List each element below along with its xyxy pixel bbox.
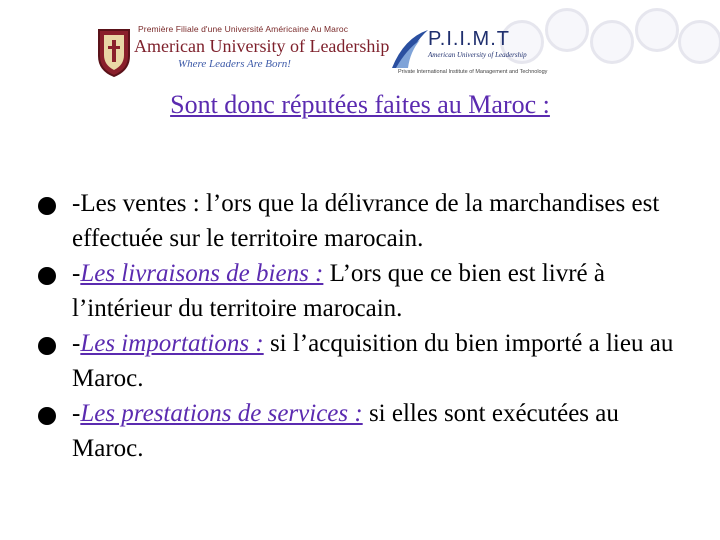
ring-decoration: [590, 20, 634, 64]
bullet-list: [38, 186, 688, 466]
item-rest: L’ors que ce bien est livré à l’intérieur du territoire marocain.: [72, 260, 605, 322]
list-item: [38, 186, 688, 256]
piimt-institute: Private International Institute of Management and Technology: [398, 69, 548, 75]
piimt-name: P.I.I.M.T: [428, 28, 510, 50]
bullet-icon: [38, 407, 56, 425]
list-item: [38, 326, 688, 396]
bullet-icon: [38, 267, 56, 285]
decorative-rings: [490, 0, 720, 80]
ring-decoration: [635, 8, 679, 52]
piimt-swoosh-icon: [390, 28, 430, 70]
ring-decoration: [678, 20, 720, 64]
item-link[interactable]: Les prestations de services :: [80, 400, 363, 427]
item-rest: si elles sont exécutées au Maroc.: [72, 400, 619, 462]
list-item: [38, 256, 688, 326]
item-text: -Les ventes : l’ors que la délivrance de la marchandises est effectuée sur le territoire marocain.: [72, 190, 660, 252]
ring-decoration: [545, 8, 589, 52]
aul-tagline: Première Filiale d'une Université Américaine Au Maroc: [138, 24, 349, 34]
aul-slogan: Where Leaders Are Born!: [178, 58, 291, 70]
item-link[interactable]: Les importations :: [80, 330, 264, 357]
piimt-subtitle: American University of Leadership: [428, 51, 527, 59]
item-prefix: -: [72, 400, 81, 427]
aul-name: American University of Leadership: [134, 36, 390, 56]
list-item: [38, 396, 688, 466]
item-prefix: -: [72, 260, 81, 287]
bullet-icon: [38, 337, 56, 355]
slide-title: Sont donc réputées faites au Maroc :: [170, 90, 550, 119]
item-rest: si l’acquisition du bien importé a lieu au Maroc.: [72, 330, 674, 392]
bullet-icon: [38, 197, 56, 215]
item-prefix: -: [72, 330, 81, 357]
item-link[interactable]: Les livraisons de biens :: [80, 260, 324, 287]
aul-shield-icon: [96, 26, 132, 78]
